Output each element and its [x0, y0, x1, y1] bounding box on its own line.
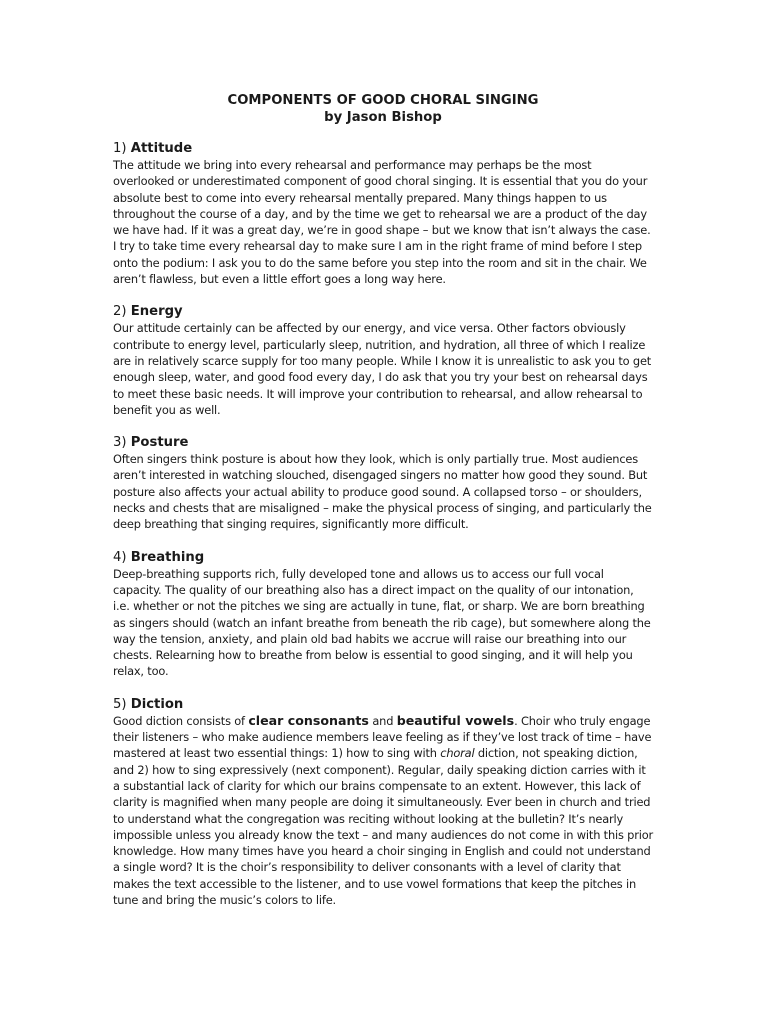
section-number: 4): [113, 549, 127, 565]
section-number: 1): [113, 141, 127, 156]
section-number: 2): [113, 304, 127, 320]
section-breathing: [113, 549, 653, 680]
document-title: COMPONENTS OF GOOD CHORAL SINGING: [227, 93, 539, 108]
section-body: Often singers think posture is about how they look, which is only partially true. Most audiences aren’t interested in watching slouched, disengaged singers no matter how good they sound. But posture also affects your actual ability to produce good sound. A collapsed torso – or shoulders, necks and chests that are misaligned – make the physical process of singing, and particularly the deep breathing that singing requires, significantly more difficult.: [113, 452, 652, 532]
section-diction: [113, 696, 653, 909]
emphasis-clear-consonants: clear consonants: [248, 712, 369, 728]
section-name: Posture: [130, 435, 189, 451]
section-name: Diction: [130, 696, 184, 712]
section-body: Deep-breathing supports rich, fully developed tone and allows us to access our full vocal capacity. The quality of our breathing also has a direct impact on the quality of our intonation, i.e. whether or not the pitches we sing are actually in tune, flat, or sharp. We are born breathing as singers should (watch an infant breathe from beneath the rib cage), but somewhere along the way the tension, anxiety, and plain old bad habits we accrue will raise our breathing into our chests. Relearning how to breathe from below is essential to good singing, and it will help you relax, too.: [113, 566, 651, 679]
section-body: Our attitude certainly can be affected by our energy, and vice versa. Other factors obviously contribute to energy level, particularly sleep, nutrition, and hydration, all three of which I realize are in relatively scarce supply for too many people. While I know it is unrealistic to ask you to get enough sleep, water, and good food every day, I do ask that you try your best on rehearsal days to meet these basic needs. It will improve your contribution to rehearsal, and allow rehearsal to benefit you as well.: [113, 321, 652, 417]
section-posture: [113, 434, 653, 532]
section-heading: [113, 434, 653, 451]
section-number: 5): [113, 696, 127, 712]
emphasis-beautiful-vowels: beautiful vowels: [396, 712, 515, 728]
body-text: and: [368, 713, 397, 728]
document-page: [113, 92, 653, 924]
section-name: Energy: [130, 304, 183, 320]
section-heading: [113, 549, 653, 566]
section-heading: [113, 140, 653, 157]
section-attitude: [113, 140, 653, 287]
section-name: Attitude: [130, 141, 193, 156]
section-body: The attitude we bring into every rehearsal and performance may perhaps be the most overlooked or underestimated component of good choral singing. It is essential that you do your absolute best to come into every rehearsal mentally prepared. Many things happen to us throughout the course of a day, and by the time we get to rehearsal we are a product of the day we have had. If it was a great day, we’re in good shape – but we know that isn’t always the case. I try to take time every rehearsal day to make sure I am in the right frame of mind before I step onto the podium: I ask you to do the same before you step into the room and sit in the chair. We aren’t flawless, but even a little effort goes a long way here.: [113, 158, 651, 287]
section-energy: [113, 303, 653, 418]
section-heading: [113, 303, 653, 320]
section-body: [113, 713, 653, 909]
document-author: by Jason Bishop: [324, 110, 442, 125]
section-heading: [113, 696, 653, 713]
body-text: . Choir who truly engage their listeners – who make audience members leave feeling as if they’ve lost track of time – have mastered at least two essential things: 1) how to sing with: [113, 713, 652, 761]
section-name: Breathing: [130, 549, 205, 565]
body-text: Good diction consists of: [113, 713, 249, 728]
body-text: diction, not speaking diction, and 2) how to sing expressively (next component). Regular, daily speaking diction carries with it a substantial lack of clarity for which our brains compensate to an extent. However, this lack of clarity is magnified when many people are doing it simultaneously. Ever been in church and tried to understand what the congregation was reciting without looking at the bulletin? It’s nearly impossible unless you already know the text – and many audiences do not come in with this prior knowledge. How many times have you heard a choir singing in English and could not understand a single word? It is the choir’s responsibility to deliver consonants with a level of clarity that makes the text accessible to the listener, and to use vowel formations that keep the pitches in tune and bring the music’s colors to life.: [113, 746, 654, 907]
section-number: 3): [113, 435, 127, 451]
emphasis-choral: choral: [440, 746, 475, 761]
